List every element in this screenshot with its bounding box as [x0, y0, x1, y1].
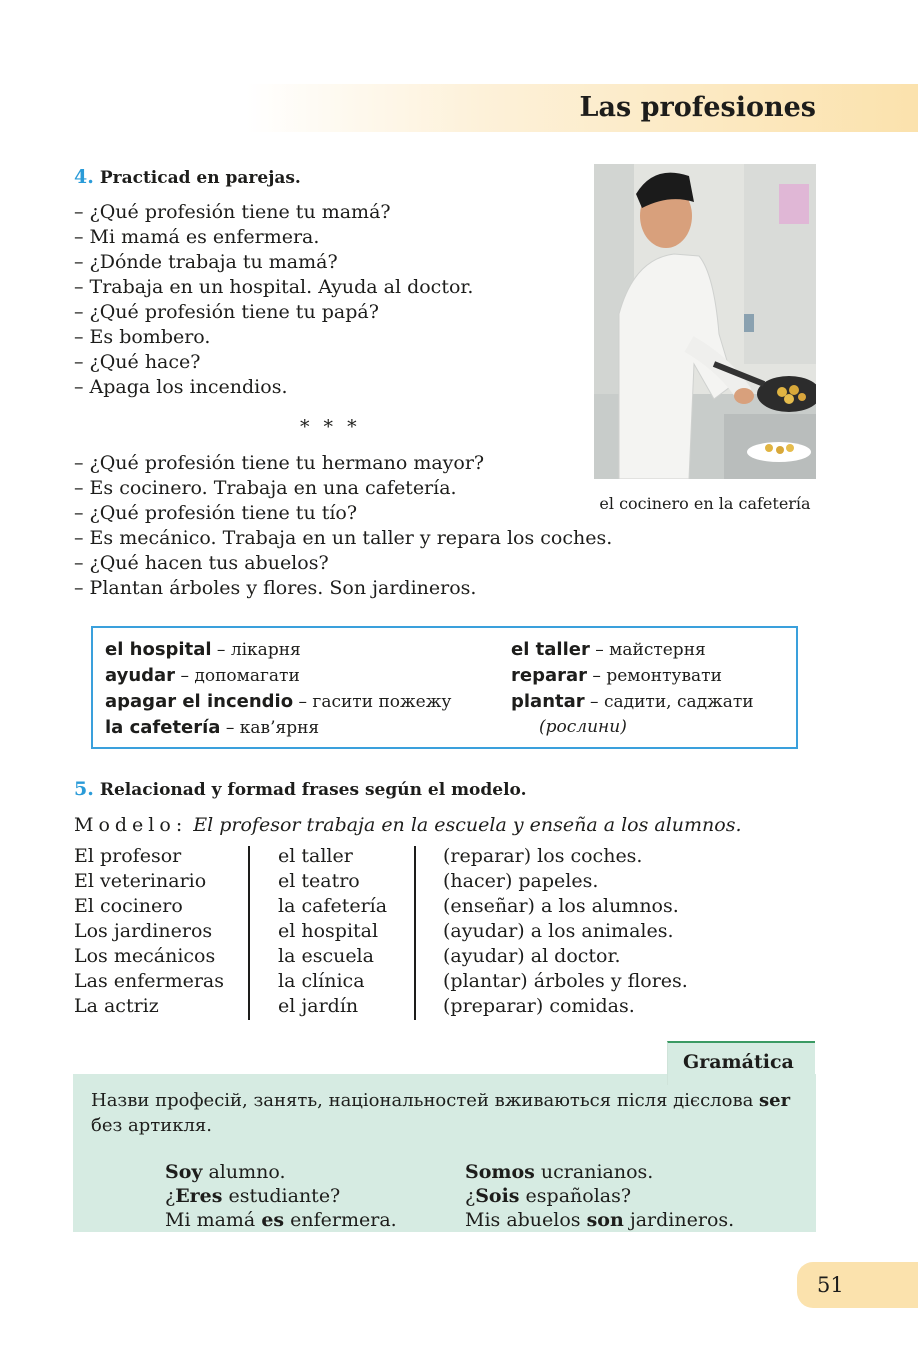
table-cell: la escuela [278, 945, 374, 967]
vocab-term: la cafetería [105, 717, 221, 738]
dialog-1 [74, 200, 473, 400]
dialog-line: – Es cocinero. Trabaja en una cafetería. [74, 477, 457, 499]
model-text: El profesor trabaja en la escuela y enseña a los alumnos. [193, 814, 742, 836]
vocab-translation: – допомагати [175, 666, 300, 686]
cook-photo [594, 164, 816, 479]
example-text: enfermera. [284, 1209, 397, 1231]
example-verb: son [586, 1209, 624, 1231]
table-cell: el jardín [278, 995, 359, 1017]
grammar-example [165, 1160, 397, 1184]
table-cell: el hospital [278, 920, 379, 942]
grammar-rule [91, 1088, 791, 1138]
table-cell: la cafetería [278, 895, 388, 917]
table-cell: (preparar) comidas. [443, 995, 635, 1017]
vocab-item [105, 663, 451, 689]
dialog-separator: * * * [300, 416, 361, 438]
example-verb: es [261, 1209, 285, 1231]
table-cell: la clínica [278, 970, 365, 992]
table-cell: (reparar) los coches. [443, 845, 643, 867]
grammar-tab-label: Gramática [683, 1051, 794, 1073]
exercise-5-number: 5. [74, 778, 94, 800]
example-verb: Eres [175, 1185, 223, 1207]
vocab-translation: – майстерня [589, 640, 706, 660]
grammar-examples-left [165, 1160, 397, 1232]
dialog-2 [74, 451, 612, 601]
table-cell: Los jardineros [74, 920, 213, 942]
table-cell: El veterinario [74, 870, 207, 892]
dialog-line: – ¿Qué hacen tus abuelos? [74, 552, 329, 574]
vocabulary-right-column [511, 637, 754, 740]
table-cell: (hacer) papeles. [443, 870, 599, 892]
vocab-translation: – лікарня [211, 640, 301, 660]
photo-caption: el cocinero en la cafetería [599, 494, 811, 513]
vocab-term: el hospital [105, 639, 212, 660]
example-verb: Somos [465, 1161, 535, 1183]
subjects-column [74, 844, 224, 1019]
page-number-tab [797, 1262, 918, 1308]
vocab-item [105, 689, 451, 715]
example-text: ¿ [165, 1185, 176, 1207]
example-verb: Soy [165, 1161, 203, 1183]
exercise-4-title: Practicad en parejas. [99, 168, 301, 188]
table-cell: La actriz [74, 995, 159, 1017]
dialog-line: – Apaga los incendios. [74, 376, 288, 398]
example-text: ¿ [465, 1185, 476, 1207]
vocab-term: ayudar [105, 665, 176, 686]
vocabulary-box [91, 626, 798, 749]
vocab-translation: – гасити пожежу [293, 692, 452, 712]
example-text: Mis abuelos [465, 1209, 587, 1231]
table-cell: el teatro [278, 870, 360, 892]
example-text: ucranianos. [534, 1161, 654, 1183]
grammar-example [465, 1184, 734, 1208]
dialog-line: – ¿Qué profesión tiene tu tío? [74, 502, 358, 524]
vocab-term: reparar [511, 665, 588, 686]
column-divider [248, 846, 250, 1020]
table-cell: El profesor [74, 845, 182, 867]
grammar-examples-right [465, 1160, 734, 1232]
grammar-rule-verb: ser [759, 1090, 791, 1111]
grammar-example [165, 1208, 397, 1232]
table-cell: Las enfermeras [74, 970, 224, 992]
dialog-line: – ¿Qué profesión tiene tu mamá? [74, 201, 391, 223]
table-cell: El cocinero [74, 895, 183, 917]
vocab-term: plantar [511, 691, 585, 712]
vocab-item [105, 715, 451, 741]
dialog-line: – Plantan árboles y flores. Son jardineros. [74, 577, 477, 599]
grammar-example [465, 1160, 734, 1184]
vocab-translation: – ремонтувати [587, 666, 722, 686]
vocab-translation: – кав’ярня [220, 718, 320, 738]
table-cell: (ayudar) a los animales. [443, 920, 674, 942]
vocab-item [511, 663, 754, 689]
vocab-item [511, 637, 754, 663]
grammar-example [465, 1208, 734, 1232]
grammar-box [73, 1074, 816, 1232]
page-number: 51 [817, 1273, 844, 1297]
actions-column [443, 844, 688, 1019]
example-verb: Sois [475, 1185, 520, 1207]
example-text: alumno. [202, 1161, 286, 1183]
model-label: Modelo: [74, 814, 188, 836]
example-text: jardineros. [623, 1209, 735, 1231]
grammar-tab [667, 1041, 815, 1085]
exercise-5-heading [74, 778, 527, 800]
vocab-item [105, 637, 451, 663]
exercise-5-title: Relacionad y formad frases según el modelo. [99, 780, 527, 800]
exercise-4-number: 4. [74, 166, 94, 188]
vocabulary-left-column [105, 637, 451, 741]
dialog-line: – ¿Qué profesión tiene tu papá? [74, 301, 379, 323]
table-cell: Los mecánicos [74, 945, 216, 967]
dialog-line: – ¿Qué hace? [74, 351, 201, 373]
example-text: estudiante? [222, 1185, 341, 1207]
vocab-term: el taller [511, 639, 590, 660]
exercise-4-heading [74, 166, 301, 188]
table-cell: (plantar) árboles y flores. [443, 970, 688, 992]
vocab-term: apagar el incendio [105, 691, 294, 712]
page-title: Las profesiones [579, 92, 816, 123]
grammar-rule-text: Назви професій, занять, національностей вживаються після дієслова [91, 1090, 754, 1111]
places-column [278, 844, 387, 1019]
dialog-line: – Trabaja en un hospital. Ayuda al doctor. [74, 276, 474, 298]
dialog-line: – Mi mamá es enfermera. [74, 226, 320, 248]
dialog-line: – Es mecánico. Trabaja en un taller y repara los coches. [74, 527, 613, 549]
vocab-item [511, 689, 754, 715]
example-text: españolas? [519, 1185, 632, 1207]
table-cell: (ayudar) al doctor. [443, 945, 621, 967]
model-sentence [74, 814, 742, 836]
column-divider [414, 846, 416, 1020]
example-text: Mi mamá [165, 1209, 262, 1231]
table-cell: (enseñar) a los alumnos. [443, 895, 679, 917]
dialog-line: – ¿Dónde trabaja tu mamá? [74, 251, 338, 273]
grammar-example [165, 1184, 397, 1208]
dialog-line: – Es bombero. [74, 326, 211, 348]
table-cell: el taller [278, 845, 353, 867]
grammar-rule-text-end: без артикля. [91, 1115, 212, 1136]
dialog-line: – ¿Qué profesión tiene tu hermano mayor? [74, 452, 485, 474]
vocab-note: (рослини) [539, 717, 627, 737]
vocab-translation: – садити, саджати [584, 692, 754, 712]
